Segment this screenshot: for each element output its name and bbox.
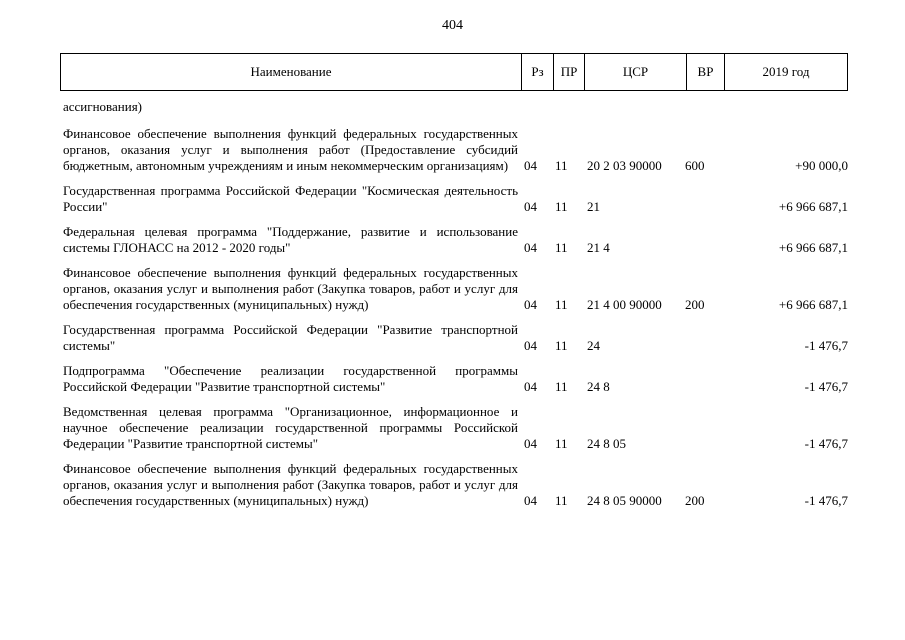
row-name: Финансовое обеспечение выполнения функций федеральных государственных органов, оказания услуг и выполнения работ (Закупка товаров, работ и услуг для обеспечения государственных (муниципальных) нужд) [63,265,518,312]
header-rz: Рз [522,54,554,90]
row-rz: 04 [524,436,537,451]
row-csr: 21 4 [587,240,610,255]
row-name: Ведомственная целевая программа "Организационное, информационное и научное обеспечение реализации государственной программы Российской Федерации "Развитие транспортной системы" [63,404,518,451]
row-pr: 11 [555,379,568,394]
row-csr: 21 [587,199,600,214]
page-number: 404 [442,18,463,33]
row-csr: 21 4 00 90000 [587,297,662,312]
row-sum: -1 476,7 [804,338,848,353]
row-csr: 20 2 03 90000 [587,158,662,173]
table-row [63,183,848,215]
table-row [63,126,848,174]
row-sum: +6 966 687,1 [778,297,848,312]
row-pr: 11 [555,158,568,173]
row-rz: 04 [524,199,537,214]
row-name: Государственная программа Российской Федерации "Космическая деятельность России" [63,183,518,214]
row-rz: 04 [524,158,537,173]
table-body [63,126,848,518]
row-csr: 24 8 [587,379,610,394]
row-csr: 24 8 05 [587,436,626,451]
row-sum: +6 966 687,1 [778,240,848,255]
table-row [63,461,848,509]
header-year: 2019 год [762,64,810,79]
row-vr: 600 [685,158,705,173]
row-sum: -1 476,7 [804,436,848,451]
row-rz: 04 [524,379,537,394]
row-rz: 04 [524,493,537,508]
row-csr: 24 [587,338,600,353]
row-pr: 11 [555,436,568,451]
table-header [60,53,848,91]
row-name: Федеральная целевая программа "Поддержание, развитие и использование системы ГЛОНАСС на 2012 - 2020 годы" [63,224,518,255]
header-csr: ЦСР [585,54,687,90]
row-name: Государственная программа Российской Федерации "Развитие транспортной системы" [63,322,518,353]
table-row [63,363,848,395]
row-rz: 04 [524,338,537,353]
row-vr: 200 [685,493,705,508]
row-sum: +90 000,0 [795,158,848,173]
table-row [63,265,848,313]
header-pr: ПР [554,54,585,90]
row-sum: +6 966 687,1 [778,199,848,214]
row-pr: 11 [555,493,568,508]
row-pr: 11 [555,199,568,214]
row-rz: 04 [524,240,537,255]
row-name: Финансовое обеспечение выполнения функций федеральных государственных органов, оказания услуг и выполнения работ (Предоставление субсидий бюджетным, автономным учреждениям и иным некоммерческим организациям) [63,126,518,173]
table-row [63,224,848,256]
table-row [63,322,848,354]
row-pr: 11 [555,297,568,312]
row-csr: 24 8 05 90000 [587,493,662,508]
row-vr: 200 [685,297,705,312]
row-sum: -1 476,7 [804,379,848,394]
table-row [63,404,848,452]
row-rz: 04 [524,297,537,312]
row-pr: 11 [555,338,568,353]
header-name: Наименование [61,54,522,90]
row-name: Финансовое обеспечение выполнения функций федеральных государственных органов, оказания услуг и выполнения работ (Закупка товаров, работ и услуг для обеспечения государственных (муниципальных) нужд) [63,461,518,508]
row-sum: -1 476,7 [804,493,848,508]
continuation-text: ассигнования) [63,99,143,114]
row-name: Подпрограмма "Обеспечение реализации государственной программы Российской Федерации "Развитие транспортной системы" [63,363,518,394]
header-vr: ВР [687,54,725,90]
row-pr: 11 [555,240,568,255]
